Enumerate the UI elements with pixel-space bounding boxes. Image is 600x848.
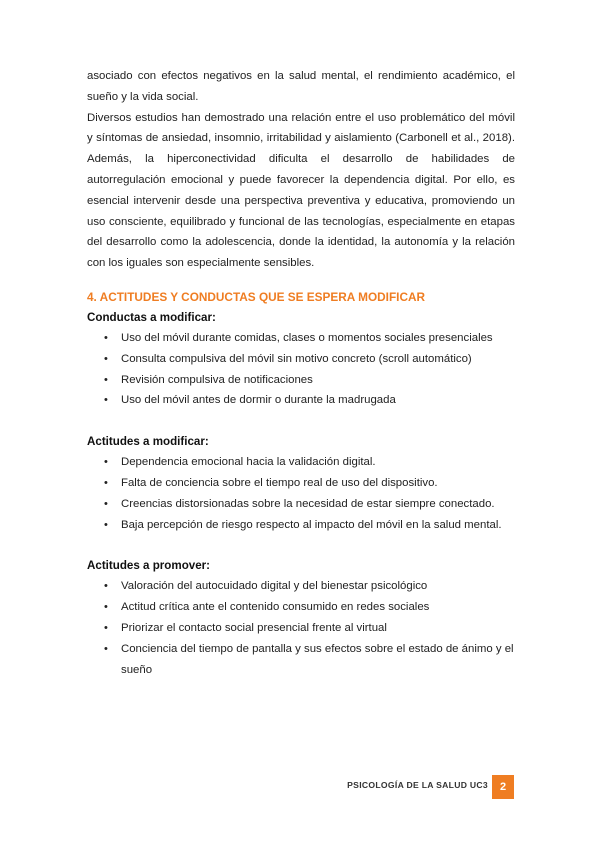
list-item: • Falta de conciencia sobre el tiempo real de uso del dispositivo. [87,473,515,494]
group-title-actitudes-promover: Actitudes a promover: [87,559,211,573]
list-item: • Revisión compulsiva de notificaciones [87,370,515,391]
bullet-icon: • [104,621,108,634]
group-title-actitudes-modificar: Actitudes a modificar: [87,435,209,449]
list-conductas-modificar [87,328,515,411]
group-title-conductas-modificar: Conductas a modificar: [87,310,216,324]
list-item: • Uso del móvil antes de dormir o durante la madrugada [87,390,515,411]
bullet-icon: • [104,394,108,407]
bullet-icon: • [104,642,108,655]
spacer [87,535,515,555]
intro-paragraph-1: asociado con efectos negativos en la salud mental, el rendimiento académico, el sueño y la vida social. [87,70,515,103]
bullet-icon: • [104,331,108,344]
spacer [87,411,515,431]
intro-paragraph-2: Diversos estudios han demostrado una relación entre el uso problemático del móvil y síntomas de ansiedad, insomnio, irritabilidad y aislamiento (Carbonell et al., 2018). Además, la hiperconectividad dificulta el desarrollo de habilidades de autorregulación emocional y puede favorecer la dependencia digital. Por ello, es esencial intervenir desde una perspectiva preventiva y educativa, promoviendo un uso consciente, equilibrado y funcional de las tecnologías, especialmente en etapas del desarrollo como la adolescencia, donde la identidad, la autonomía y la relación con los iguales son especialmente sensibles. [87,111,515,270]
list-item: • Uso del móvil durante comidas, clases o momentos sociales presenciales [87,328,515,349]
bullet-icon: • [104,373,108,386]
section-heading: 4. ACTITUDES Y CONDUCTAS QUE SE ESPERA MODIFICAR [87,289,425,304]
page-number-badge: 2 [492,775,514,799]
list-item: • Creencias distorsionadas sobre la necesidad de estar siempre conectado. [87,494,515,515]
bullet-icon: • [104,456,108,469]
page-footer [0,775,600,799]
list-item: • Dependencia emocional hacia la validación digital. [87,452,515,473]
list-item: • Conciencia del tiempo de pantalla y sus efectos sobre el estado de ánimo y el sueño [87,639,515,681]
list-actitudes-modificar [87,452,515,535]
bullet-icon: • [104,601,108,614]
bullet-icon: • [104,580,108,593]
page-content [87,66,515,680]
bullet-icon: • [104,476,108,489]
list-item: • Actitud crítica ante el contenido consumido en redes sociales [87,597,515,618]
list-item: • Baja percepción de riesgo respecto al impacto del móvil en la salud mental. [87,515,515,536]
bullet-icon: • [104,518,108,531]
list-item: • Consulta compulsiva del móvil sin motivo concreto (scroll automático) [87,349,515,370]
list-item: • Valoración del autocuidado digital y del bienestar psicológico [87,576,515,597]
list-item: • Priorizar el contacto social presencial frente al virtual [87,618,515,639]
list-actitudes-promover [87,576,515,680]
bullet-icon: • [104,352,108,365]
bullet-icon: • [104,497,108,510]
footer-course-label: PSICOLOGÍA DE LA SALUD UC3 [347,780,488,790]
